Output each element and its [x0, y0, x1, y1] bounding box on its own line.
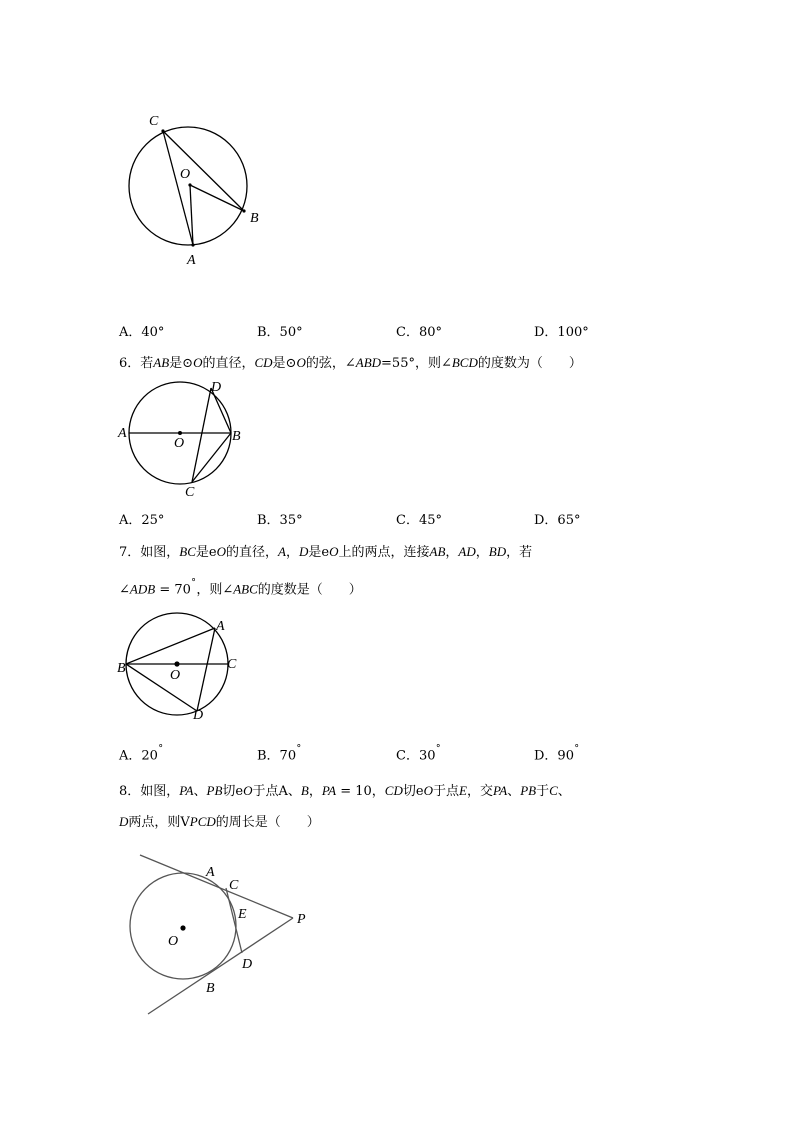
q5-options	[119, 321, 719, 341]
figure-q8-tangents	[125, 845, 325, 1025]
question-7-line-1: 7．如图，BC是eO的直径，A，D是eO上的两点，连接AB，AD，BD，若	[119, 544, 533, 560]
figure-q7-circle	[115, 610, 245, 725]
label-a: A	[216, 619, 225, 634]
chord-cb	[163, 131, 244, 211]
chord-ca	[163, 131, 193, 245]
chord-ba	[126, 628, 215, 664]
radius-ob	[190, 185, 244, 211]
label-c: C	[149, 114, 159, 129]
label-o: O	[180, 167, 191, 182]
q6-options	[119, 509, 719, 529]
label-c: C	[185, 485, 195, 500]
label-d: D	[242, 957, 253, 972]
center-point	[174, 661, 179, 666]
point-a	[191, 243, 194, 246]
point-b	[242, 209, 245, 212]
figure-q6-circle	[115, 375, 250, 500]
option-b: B．50°	[257, 325, 303, 340]
q7-options	[119, 744, 719, 764]
chord-bd	[126, 664, 197, 711]
tangent-pb	[148, 918, 293, 1014]
tangent-pa	[140, 855, 293, 918]
label-a: A	[187, 253, 196, 268]
label-o: O	[168, 934, 179, 949]
label-c: C	[227, 657, 237, 672]
label-a: A	[206, 865, 215, 880]
label-b: B	[117, 661, 126, 676]
chord-ad	[197, 628, 215, 711]
center-point	[188, 183, 191, 186]
option-a: A．25°	[119, 513, 165, 528]
option-b: B．70˚	[257, 744, 302, 764]
question-7-line-2: ∠ADB = 70˚，则∠ABC的度数是（ ）	[119, 578, 362, 598]
label-d: D	[193, 708, 204, 723]
option-c: C．45°	[396, 513, 442, 528]
option-a: A．20˚	[119, 744, 164, 764]
label-b: B	[206, 981, 215, 996]
label-c: C	[229, 878, 239, 893]
option-b: B．35°	[257, 513, 303, 528]
label-a: A	[118, 426, 127, 441]
label-b: B	[232, 429, 241, 444]
question-8-line-1: 8．如图，PA、PB切eO于点A、B，PA = 10，CD切eO于点E，交PA、PB于C、	[119, 783, 571, 799]
option-d: D．90˚	[534, 744, 580, 764]
label-o: O	[174, 436, 185, 451]
option-a: A．40°	[119, 325, 165, 340]
option-c: C．80°	[396, 325, 442, 340]
question-8-line-2: D两点，则VPCD的周长是（ ）	[119, 814, 320, 830]
center-point	[178, 431, 182, 435]
label-p: P	[297, 912, 306, 927]
option-d: D．65°	[534, 513, 581, 528]
option-c: C．30˚	[396, 744, 441, 764]
label-b: B	[250, 211, 259, 226]
question-6-text: 6．若AB是⊙O的直径，CD是⊙O的弦，∠ABD=55°，则∠BCD的度数为（ ）	[119, 355, 582, 371]
center-point	[180, 925, 185, 930]
option-d: D．100°	[534, 325, 589, 340]
point-c	[161, 129, 164, 132]
label-o: O	[170, 668, 181, 683]
chord-cd	[192, 388, 211, 482]
label-e: E	[238, 907, 247, 922]
label-d: D	[211, 380, 222, 395]
figure-q5-circle	[115, 105, 285, 275]
